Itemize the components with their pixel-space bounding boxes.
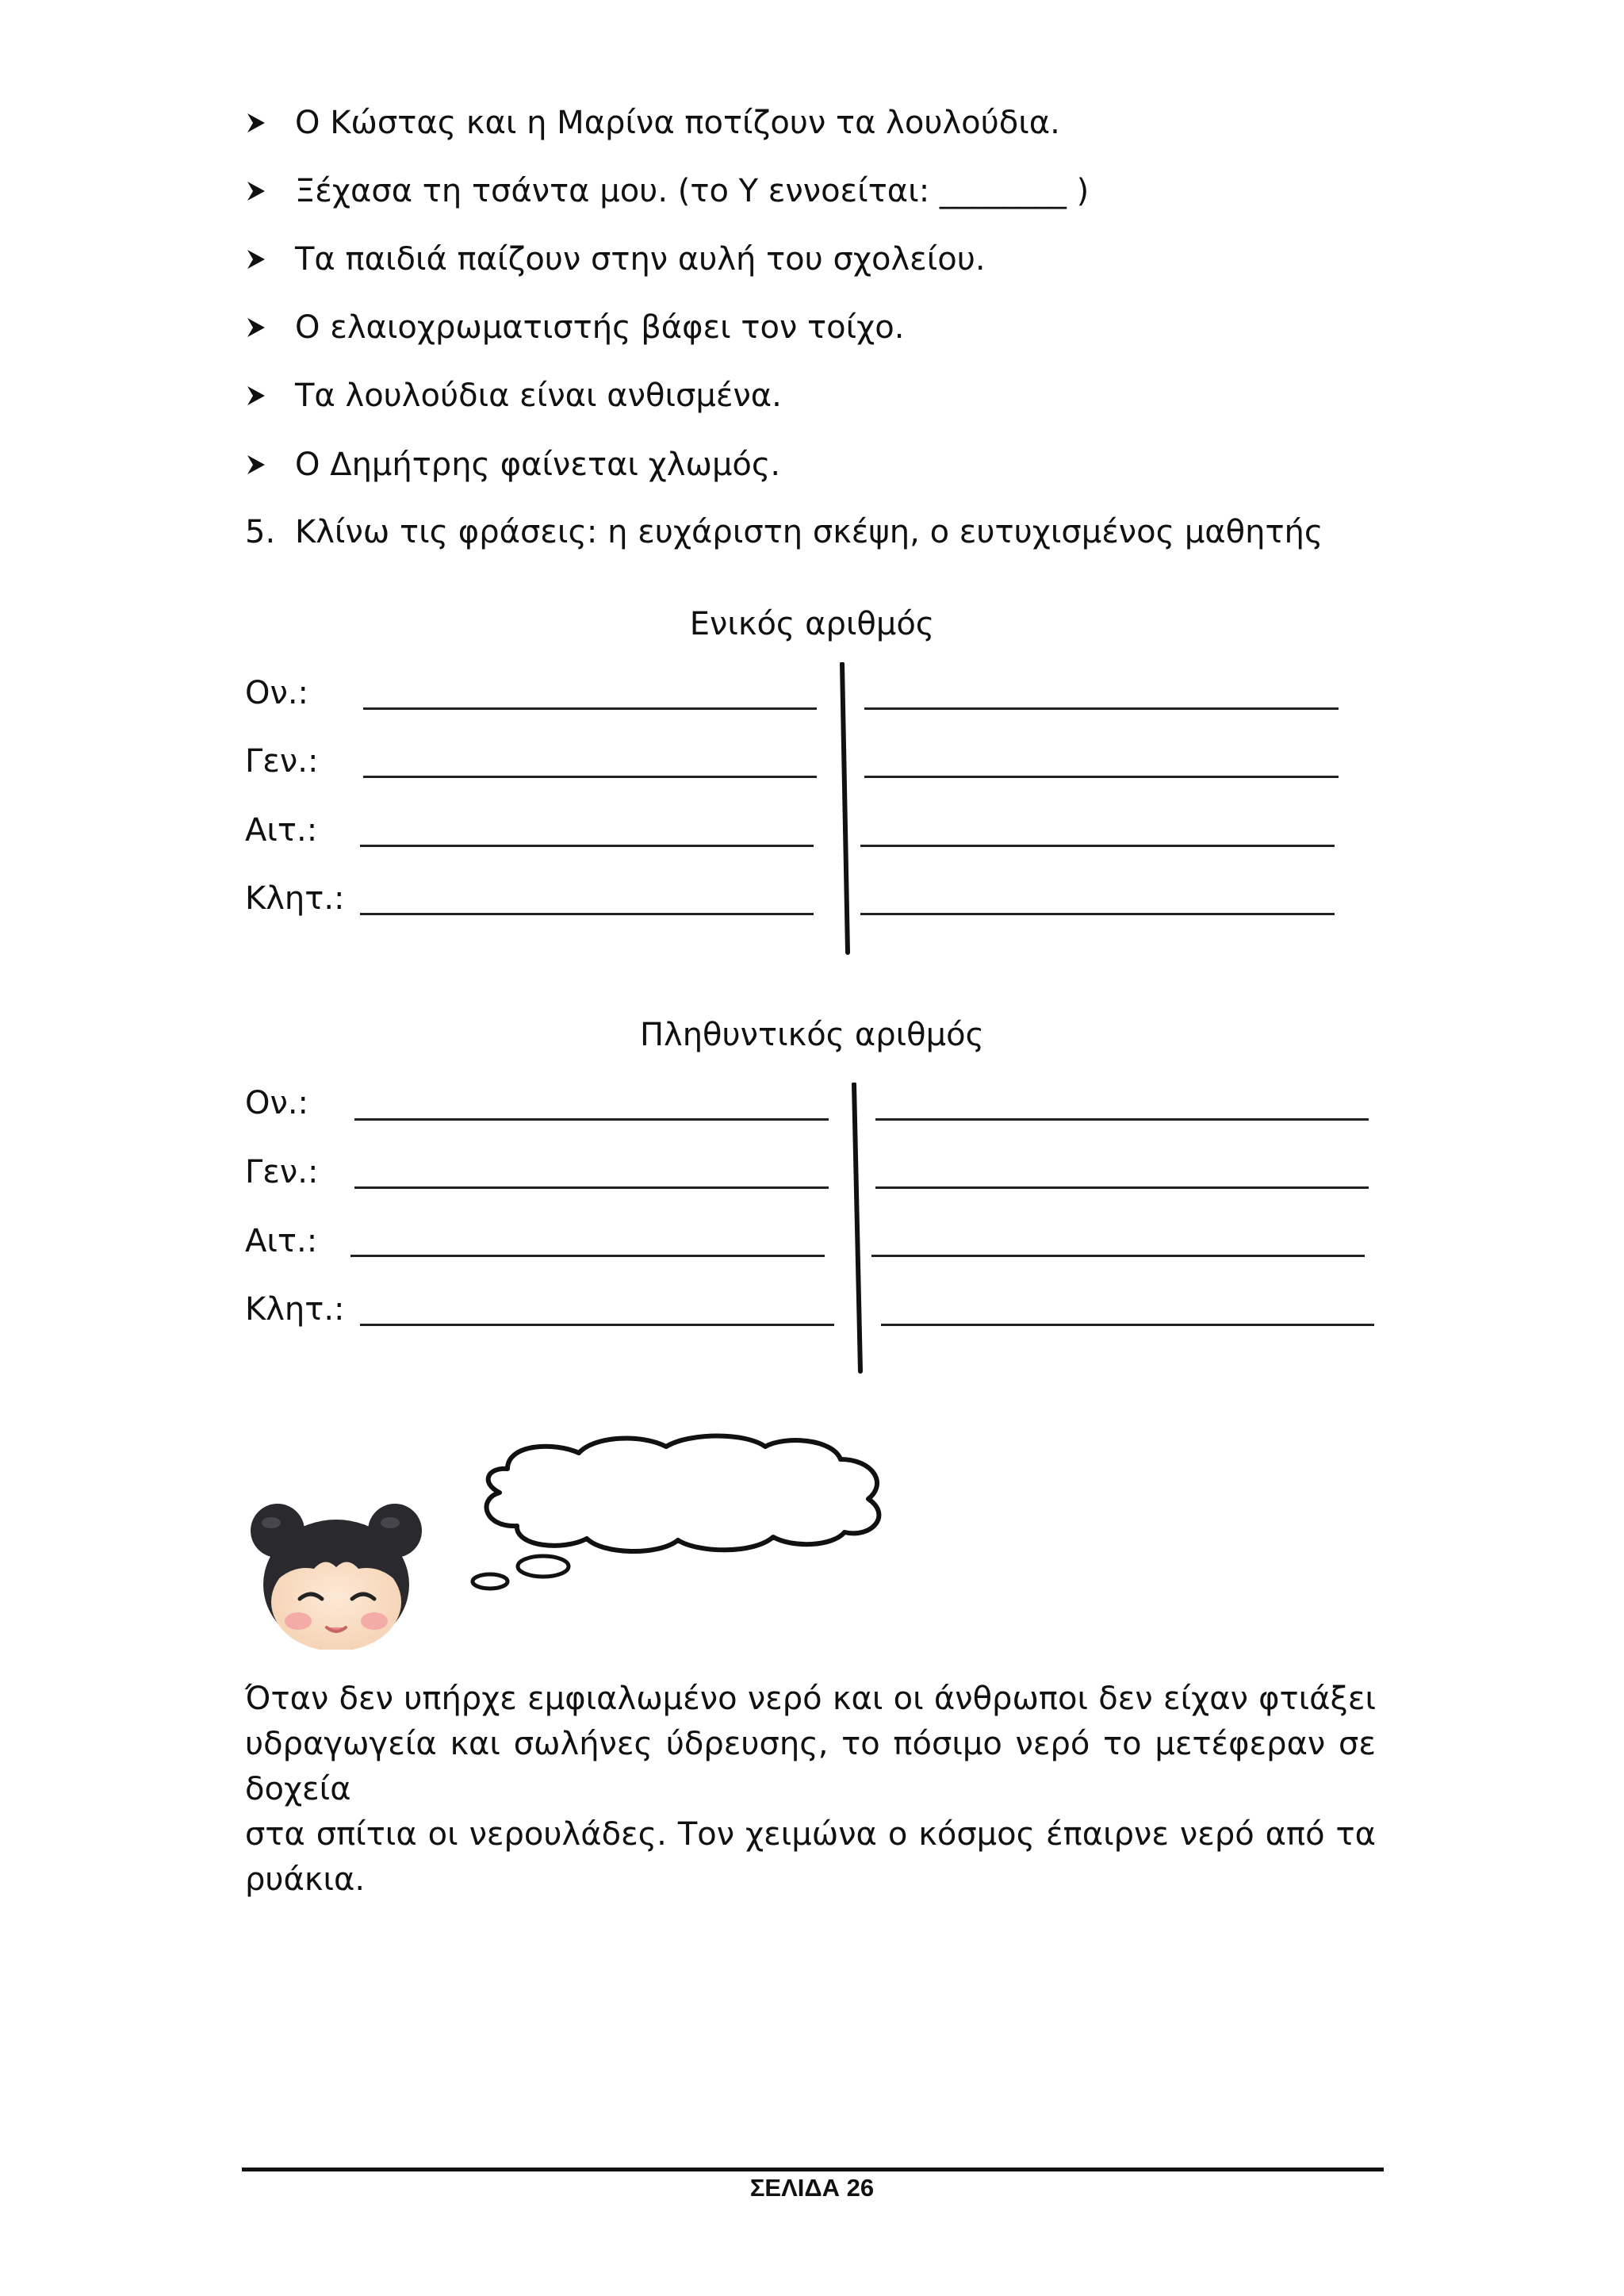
answer-blank[interactable] [360,845,814,847]
girl-face-icon [247,1491,430,1650]
arrow-bullet-icon [245,240,270,279]
arrow-bullet-icon [245,445,270,485]
answer-blank[interactable] [360,913,814,915]
column-divider [845,1083,869,1376]
column-divider [833,662,856,956]
case-label: Γεν.: [245,743,319,780]
exercise-instruction: Κλίνω τις φράσεις: η ευχάριστη σκέψη, ο ευτυχισμένος μαθητής [295,514,1323,550]
arrow-bullet-icon [245,308,270,347]
paragraph-line: Όταν δεν υπήρχε εμφιαλωμένο νερό και οι άνθρωποι δεν είχαν φτιάξει [245,1681,1376,1717]
case-label: Αιτ.: [245,812,318,849]
arrow-bullet-icon [245,171,270,211]
bullet-item: Ο Κώστας και η Μαρίνα ποτίζουν τα λουλούδια. [295,105,1060,141]
bullet-item: Ξέχασα τη τσάντα μου. (το Υ εννοείται: ________ ) [295,173,1090,209]
answer-blank[interactable] [860,845,1335,847]
bullet-item: Ο Δημήτρης φαίνεται χλωμός. [295,447,781,483]
paragraph-line: στα σπίτια οι νερουλάδες. Τον χειμώνα ο κόσμος έπαιρνε νερό από τα ρυάκια. [245,1816,1376,1898]
answer-blank[interactable] [881,1324,1374,1326]
paragraph-line: υδραγωγεία και σωλήνες ύδρευσης, το πόσιμο νερό το μετέφεραν σε δοχεία [245,1726,1376,1807]
answer-blank[interactable] [350,1255,825,1257]
exercise-number: 5. [245,514,276,550]
case-label: Κλητ.: [245,1291,345,1328]
answer-blank[interactable] [864,776,1339,778]
answer-blank[interactable] [363,776,817,778]
footer-rule [242,2168,1384,2171]
answer-blank[interactable] [363,707,817,710]
singular-title: Ενικός αριθμός [689,606,935,642]
arrow-bullet-icon [245,103,270,143]
bullet-item: Τα λουλούδια είναι ανθισμένα. [295,378,782,414]
story-paragraph [245,1677,1376,1903]
case-label: Αιτ.: [245,1223,318,1259]
answer-blank[interactable] [354,1186,829,1189]
answer-blank[interactable] [871,1255,1365,1257]
case-label: Κλητ.: [245,880,345,917]
answer-blank[interactable] [860,913,1335,915]
case-label: Ον.: [245,675,309,711]
bullet-item: Τα παιδιά παίζουν στην αυλή του σχολείου. [295,241,986,278]
bullet-item: Ο ελαιοχρωματιστής βάφει τον τοίχο. [295,309,905,346]
answer-blank[interactable] [864,707,1339,710]
case-label: Γεν.: [245,1154,319,1190]
answer-blank[interactable] [875,1186,1369,1189]
plural-title: Πληθυντικός αριθμός [639,1017,985,1053]
answer-blank[interactable] [354,1118,829,1121]
answer-blank[interactable] [875,1118,1369,1121]
arrow-bullet-icon [245,376,270,416]
answer-blank[interactable] [360,1324,834,1326]
case-label: Ον.: [245,1085,309,1121]
page-number: ΣΕΛΙΔΑ 26 [749,2174,875,2202]
thought-bubble [460,1428,904,1594]
